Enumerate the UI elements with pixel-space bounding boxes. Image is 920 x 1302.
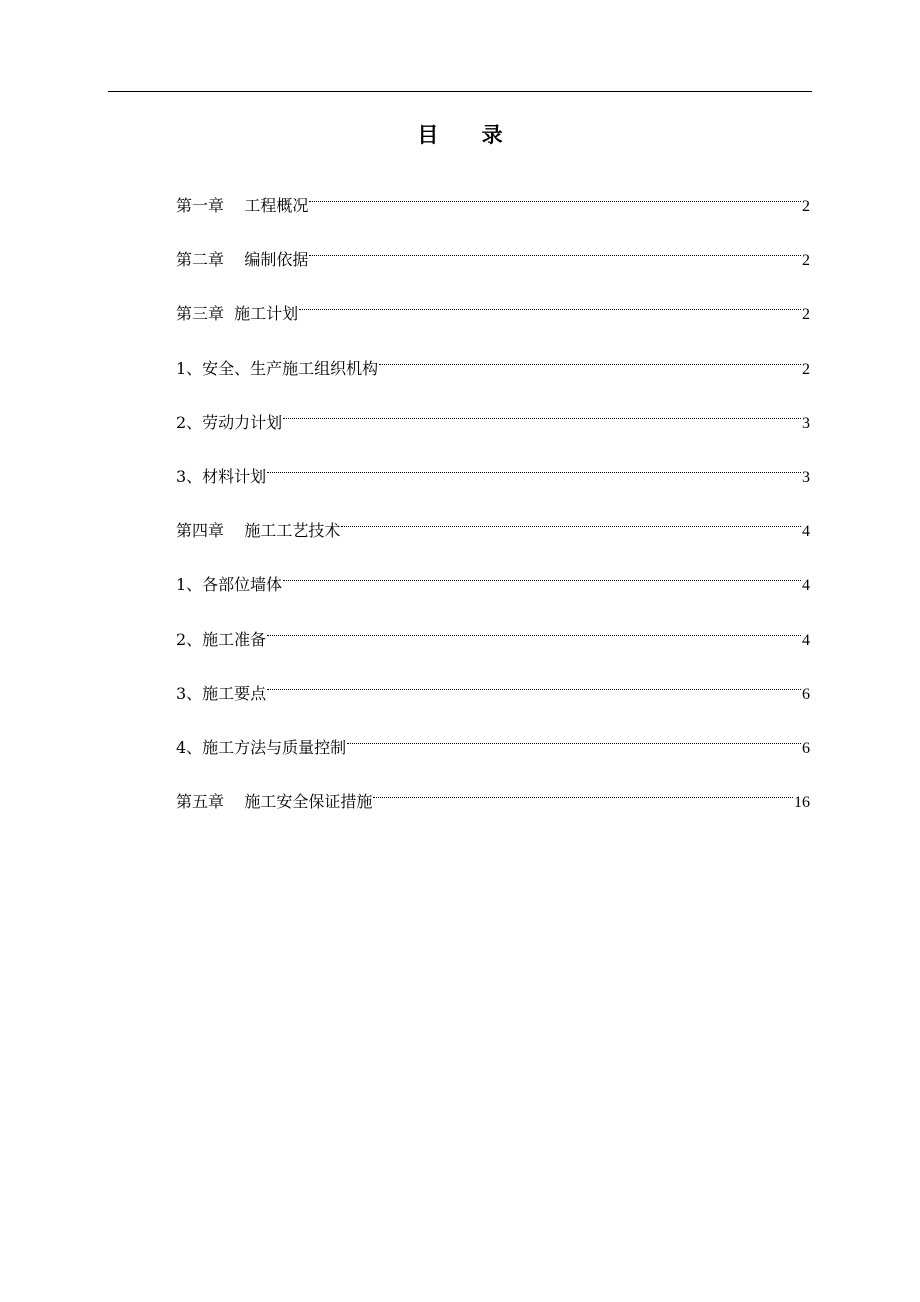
toc-dot-leader: [379, 344, 801, 374]
toc-entry-label: 第二章 编制依据: [176, 250, 309, 270]
toc-dot-leader: [373, 777, 793, 807]
toc-entry-label: 第一章 工程概况: [176, 196, 309, 215]
toc-entry-label: 4、施工方法与质量控制: [176, 737, 347, 757]
toc-entry[interactable]: [176, 560, 810, 614]
toc-entry[interactable]: [176, 235, 810, 289]
toc-dot-leader: [341, 506, 801, 536]
toc-entry-page: 2: [802, 306, 810, 324]
toc-entry[interactable]: [176, 181, 810, 235]
toc-entry[interactable]: [176, 777, 810, 831]
toc-dot-leader: [309, 235, 801, 265]
toc-entry-page: 3: [802, 414, 810, 432]
toc-entry-label: 第五章 施工安全保证措施: [176, 792, 373, 812]
toc-dot-leader: [267, 615, 801, 645]
toc-dot-leader: [309, 181, 801, 211]
toc-entry-page: 16: [794, 794, 810, 812]
toc-entry-page: 2: [802, 198, 810, 215]
toc-entry-page: 2: [802, 252, 810, 270]
toc-entry-page: 4: [802, 631, 810, 649]
toc-title: 目 录: [417, 122, 521, 147]
toc-entry-label: 3、施工要点: [176, 683, 267, 703]
toc-entry-page: 6: [802, 739, 810, 757]
toc-entry-page: 2: [802, 360, 810, 378]
toc-dot-leader: [347, 723, 801, 753]
toc-entry-label: 1、安全、生产施工组织机构: [176, 358, 379, 378]
toc-entry[interactable]: [176, 669, 810, 723]
toc-dot-leader: [267, 452, 801, 482]
toc-entry-label: 3、材料计划: [176, 466, 267, 486]
table-of-contents: [176, 181, 810, 831]
toc-entry-page: 4: [802, 577, 810, 595]
toc-entry-page: 6: [802, 685, 810, 703]
toc-entry-label: 2、劳动力计划: [176, 412, 283, 432]
toc-entry[interactable]: [176, 452, 810, 506]
toc-entry-label: 第四章 施工工艺技术: [176, 521, 341, 541]
header-rule: [108, 91, 812, 92]
toc-entry[interactable]: [176, 398, 810, 452]
toc-entry-label: 第三章 施工计划: [176, 304, 299, 324]
toc-dot-leader: [299, 289, 801, 319]
toc-dot-leader: [283, 398, 801, 428]
toc-entry-page: 4: [802, 523, 810, 541]
toc-entry[interactable]: [176, 344, 810, 398]
toc-entry-label: 1、各部位墙体: [176, 575, 283, 595]
toc-dot-leader: [267, 669, 801, 699]
toc-entry[interactable]: [176, 723, 810, 777]
toc-entry[interactable]: [176, 289, 810, 343]
toc-dot-leader: [283, 560, 801, 590]
toc-entry-label: 2、施工准备: [176, 629, 267, 649]
toc-entry[interactable]: [176, 615, 810, 669]
toc-entry[interactable]: [176, 506, 810, 560]
toc-entry-page: 3: [802, 468, 810, 486]
